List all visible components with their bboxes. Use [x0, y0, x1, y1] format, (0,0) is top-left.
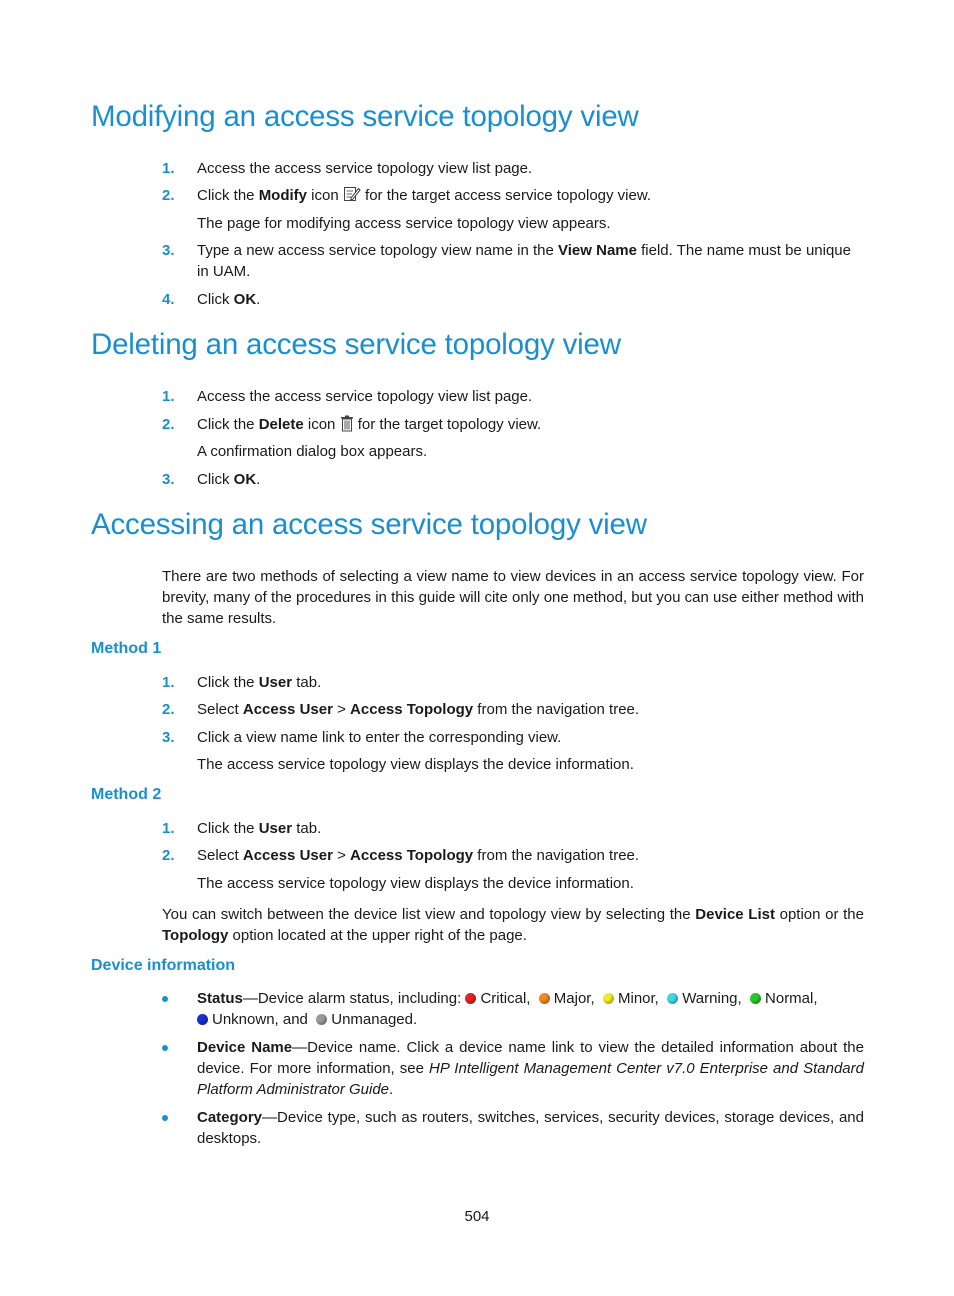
step-number: 1. [162, 160, 175, 177]
ui-term: User [258, 820, 293, 837]
step-text: Access the access service topology view list page. [197, 160, 533, 177]
ui-term: Access Topology [350, 847, 474, 864]
step-number: 3. [162, 471, 175, 488]
step-number: 2. [162, 701, 175, 718]
normal-status-icon [750, 993, 761, 1004]
minor-status-icon [603, 993, 614, 1004]
status-bullet [197, 988, 864, 1030]
text: Select [197, 847, 243, 864]
step-text [197, 414, 541, 438]
critical-status-icon [465, 993, 476, 1004]
ui-term: OK [233, 471, 257, 488]
text: . [256, 291, 261, 308]
text: tab. [292, 820, 322, 837]
text: Click the [197, 187, 259, 204]
step-number: 1. [162, 674, 175, 691]
heading-modify: Modifying an access service topology view [91, 100, 639, 133]
step-number: 3. [162, 729, 175, 746]
text: You can switch between the device list view and topology view by selecting the [162, 906, 696, 923]
text: Type a new access service topology view name in the [197, 242, 559, 259]
ui-term: OK [233, 291, 257, 308]
step-number: 2. [162, 416, 175, 433]
text: —Device name. Click a device name link to view the detailed information about the device. For more information, see [197, 1039, 864, 1077]
text: Click [197, 471, 234, 488]
step-text [197, 469, 260, 490]
term: Device Name [197, 1039, 293, 1056]
document-reference: HP Intelligent Management Center v7.0 Enterprise and Standard Platform Administrator Guide [197, 1060, 864, 1098]
text: icon [307, 187, 339, 204]
text: from the navigation tree. [473, 701, 640, 718]
status-level: Critical, [480, 990, 531, 1007]
step-note: The access service topology view displays the device information. [197, 756, 634, 773]
text: for the target access service topology view. [360, 187, 652, 204]
ui-term: Access Topology [350, 701, 474, 718]
ui-term: Access User [242, 701, 333, 718]
status-level: Unmanaged. [331, 1011, 418, 1028]
ui-term: Delete [258, 416, 304, 433]
step-text [197, 240, 851, 261]
switch-paragraph [162, 904, 864, 946]
text: Click the [197, 820, 259, 837]
step-text [197, 845, 639, 866]
ui-term: User [258, 674, 293, 691]
text: > [332, 701, 351, 718]
delete-icon [340, 415, 354, 438]
status-level: Normal, [765, 990, 818, 1007]
text: icon [303, 416, 336, 433]
bullet-icon [162, 1115, 168, 1121]
ui-term: Modify [258, 187, 308, 204]
step-text [197, 818, 321, 839]
unknown-status-icon [197, 1014, 208, 1025]
text: tab. [292, 674, 322, 691]
text: option or the [774, 906, 864, 923]
step-number: 1. [162, 820, 175, 837]
step-text: Click a view name link to enter the corresponding view. [197, 729, 562, 746]
step-text [197, 672, 321, 693]
step-note: The page for modifying access service topology view appears. [197, 215, 611, 232]
text: . [389, 1081, 394, 1098]
step-text [197, 699, 639, 720]
text: —Device alarm status, including: [242, 990, 466, 1007]
status-level: Unknown, and [212, 1011, 308, 1028]
step-text [197, 185, 651, 209]
step-note: A confirmation dialog box appears. [197, 443, 428, 460]
text: from the navigation tree. [473, 847, 640, 864]
bullet-icon [162, 996, 168, 1002]
bullet-icon [162, 1045, 168, 1051]
category-bullet [197, 1107, 864, 1149]
heading-method-2: Method 2 [91, 786, 162, 803]
step-text [197, 289, 260, 310]
status-level: Warning, [682, 990, 742, 1007]
ui-term: Access User [242, 847, 333, 864]
status-level: Minor, [618, 990, 659, 1007]
step-number: 2. [162, 847, 175, 864]
heading-access: Accessing an access service topology view [91, 508, 647, 541]
warning-status-icon [667, 993, 678, 1004]
step-number: 4. [162, 291, 175, 308]
device-name-bullet [197, 1037, 864, 1100]
term: Status [197, 990, 243, 1007]
heading-method-1: Method 1 [91, 640, 162, 657]
text: > [332, 847, 351, 864]
step-number: 1. [162, 388, 175, 405]
intro-paragraph: There are two methods of selecting a view name to view devices in an access service topology view. For brevity, many of the procedures in this guide will cite only one method, but you can use either method with the same results. [162, 568, 864, 628]
heading-delete: Deleting an access service topology view [91, 328, 621, 361]
step-number: 3. [162, 242, 175, 259]
step-number: 2. [162, 187, 175, 204]
text: —Device type, such as routers, switches, services, security devices, storage devices, and desktops. [197, 1109, 864, 1147]
ui-term: Device List [695, 906, 775, 923]
text: option located at the upper right of the page. [228, 927, 527, 945]
text: Select [197, 701, 243, 718]
major-status-icon [539, 993, 550, 1004]
text: . [256, 471, 261, 488]
status-level: Major, [553, 990, 595, 1007]
text: Click the [197, 416, 259, 433]
page-number: 504 [464, 1208, 490, 1225]
step-text: Access the access service topology view list page. [197, 388, 533, 405]
unmanaged-status-icon [316, 1014, 327, 1025]
text: for the target topology view. [353, 416, 542, 433]
step-note: The access service topology view displays the device information. [197, 875, 634, 892]
text: field. The name must be unique [636, 242, 851, 259]
text: Click the [197, 674, 259, 691]
text: Click [197, 291, 234, 308]
ui-term: Topology [162, 927, 229, 945]
ui-term: View Name [558, 242, 637, 259]
heading-device-information: Device information [91, 957, 236, 974]
modify-icon [343, 185, 361, 209]
term: Category [197, 1109, 263, 1126]
step-text-continued: in UAM. [197, 263, 251, 280]
